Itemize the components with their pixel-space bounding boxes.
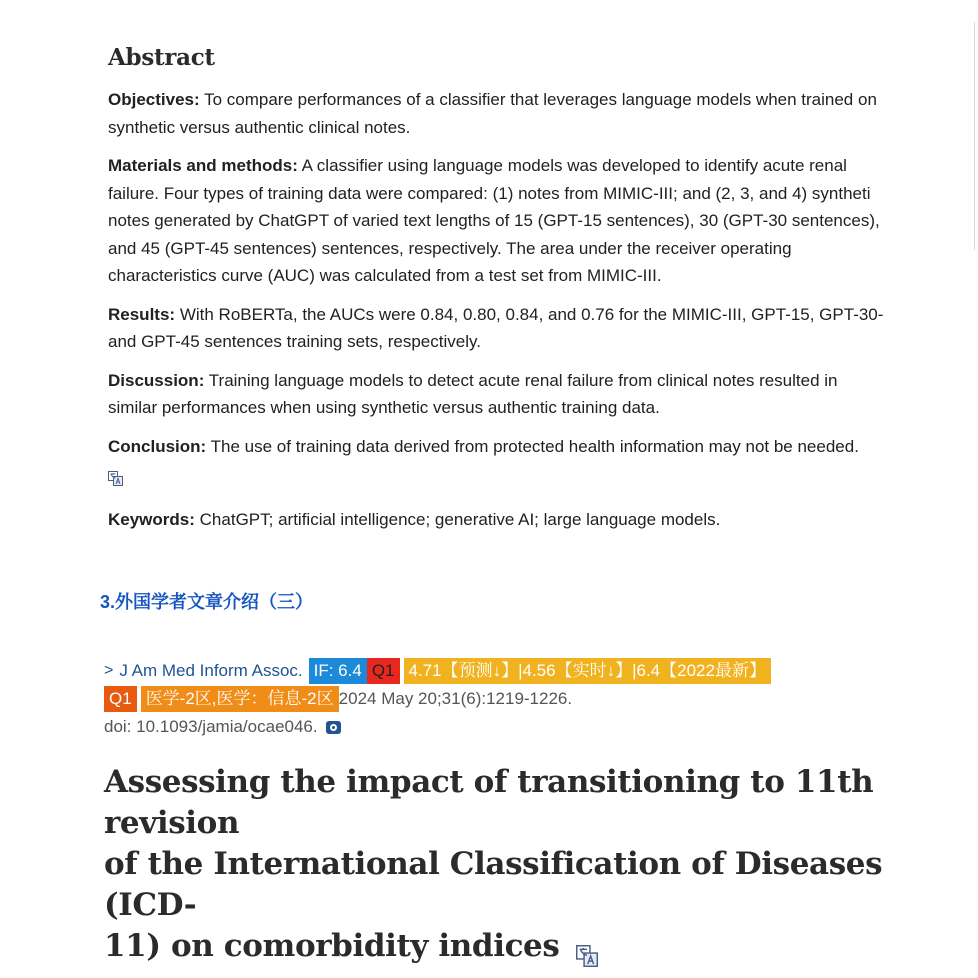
objectives-label: Objectives: <box>108 90 200 109</box>
methods-text-line-5: characteristics curve (AUC) was calculated from a test set from MIMIC-III. <box>108 266 662 285</box>
keywords-label: Keywords: <box>108 509 195 529</box>
results-text-line-1: With RoBERTa, the AUCs were 0.84, 0.80, 0.84, and 0.76 for the MIMIC-III, GPT-15, GPT-30- <box>179 304 884 324</box>
conclusion-paragraph <box>108 433 930 488</box>
camera-icon[interactable] <box>326 721 341 734</box>
discussion-text-line-1: Training language models to detect acute renal failure from clinical notes resulted in <box>208 370 838 390</box>
article-title-line-3: 11) on comorbidity indices <box>104 928 560 964</box>
publication-date: 2024 May 20;31(6):1219-1226. <box>338 689 573 708</box>
abstract-section <box>108 44 930 544</box>
scrollbar[interactable] <box>974 22 978 250</box>
objectives-text-line-1: To compare performances of a classifier that leverages language models when trained on <box>204 90 877 109</box>
quartile-badge: Q1 <box>367 658 400 684</box>
abstract-heading: Abstract <box>108 44 215 71</box>
methods-text-line-1: A classifier using language models was developed to identify acute renal <box>301 156 847 175</box>
category-badge: 医学-2区,医学：信息-2区 <box>141 686 339 712</box>
results-text-line-2: and GPT-45 sentences training sets, respectively. <box>108 332 481 351</box>
citation-block <box>104 657 771 741</box>
methods-text-line-4: and 45 (GPT-45 sentences) sentences, respectively. The area under the receiver operating <box>108 238 792 258</box>
discussion-text-line-2: similar performances when using synthetic versus authentic training data. <box>108 398 660 417</box>
objectives-text-line-2: synthetic versus authentic clinical notes. <box>108 117 411 137</box>
section-heading: 3.外国学者文章介绍（三） <box>100 592 314 612</box>
results-paragraph <box>108 301 930 356</box>
doi-text: doi: 10.1093/jamia/ocae046. <box>104 717 318 736</box>
keywords-text: ChatGPT; artificial intelligence; generative AI; large language models. <box>199 509 721 529</box>
translate-icon[interactable] <box>576 937 598 959</box>
article-title-line-2: of the International Classification of Diseases (ICD- <box>104 846 883 923</box>
article-title <box>104 762 944 967</box>
results-label: Results: <box>108 304 176 324</box>
conclusion-label: Conclusion: <box>108 436 207 456</box>
methods-paragraph <box>108 152 930 290</box>
keywords-paragraph <box>108 506 930 534</box>
translate-icon[interactable] <box>108 467 123 482</box>
methods-text-line-2: failure. Four types of training data were compared: (1) notes from MIMIC-III; and (2, 3, and 4) syntheti <box>108 183 871 203</box>
conclusion-text: The use of training data derived from protected health information may not be needed. <box>210 436 859 456</box>
chevron-right-icon[interactable]: > <box>104 662 114 679</box>
quartile-badge-2: Q1 <box>104 686 137 712</box>
methods-text-line-3: notes generated by ChatGPT of varied text lengths of 15 (GPT-15 sentences), 30 (GPT-30 sentences), <box>108 211 880 230</box>
metrics-badge: 4.71【预测↓】|4.56【实时↓】|6.4【2022最新】 <box>404 658 771 684</box>
discussion-paragraph <box>108 367 930 422</box>
objectives-paragraph <box>108 86 930 141</box>
discussion-label: Discussion: <box>108 370 205 390</box>
impact-factor-badge: IF: 6.4 <box>309 658 367 684</box>
article-title-line-1: Assessing the impact of transitioning to 11th revision <box>104 764 874 841</box>
journal-link[interactable]: J Am Med Inform Assoc. <box>119 661 303 680</box>
methods-label: Materials and methods: <box>108 156 298 175</box>
